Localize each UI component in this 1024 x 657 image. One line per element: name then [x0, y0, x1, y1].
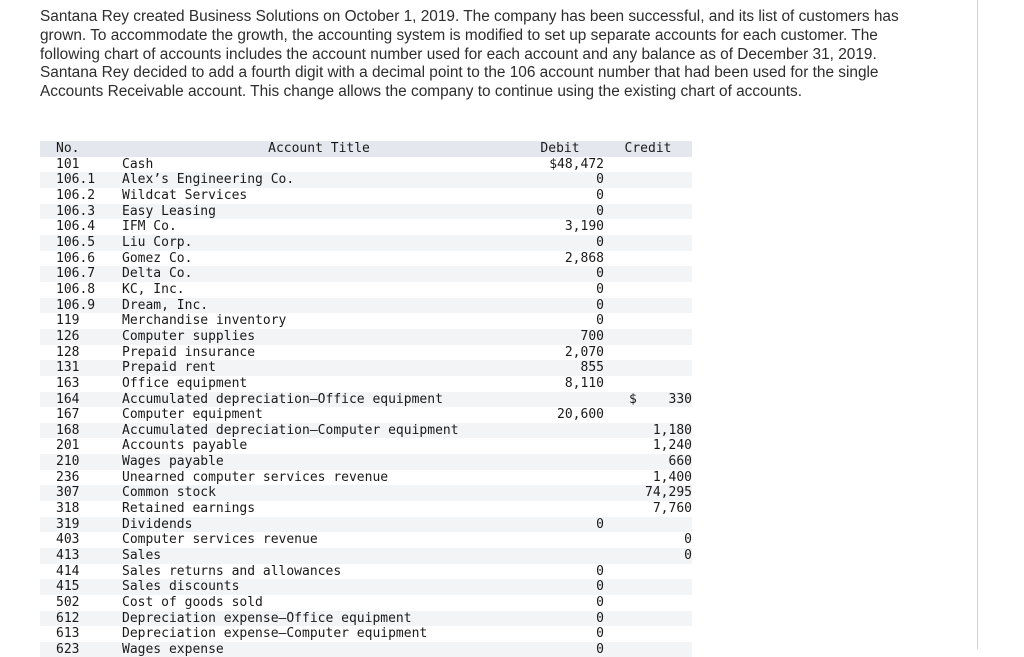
debit-balance: 0 — [596, 516, 604, 532]
credit-balance: 1,240 — [652, 438, 692, 454]
account-number: 413 — [56, 548, 80, 564]
account-title: Prepaid rent — [122, 360, 216, 376]
credit-balance: 330 — [668, 391, 692, 407]
account-title: KC, Inc. — [122, 281, 185, 297]
account-number: 167 — [56, 407, 80, 423]
credit-balance-cell — [604, 376, 692, 392]
table-body — [40, 157, 692, 657]
credit-balance-cell — [604, 313, 692, 329]
account-title: Wages payable — [122, 454, 224, 470]
debit-balance: 0 — [596, 313, 604, 329]
account-title: Accumulated depreciation—Office equipment — [122, 391, 443, 407]
account-number: 106.2 — [56, 187, 96, 203]
credit-balance-cell — [604, 329, 692, 345]
account-number: 168 — [56, 422, 80, 438]
debit-balance — [516, 532, 604, 548]
table-row — [40, 235, 692, 251]
debit-balance: 0 — [596, 626, 604, 642]
credit-balance-cell — [604, 188, 692, 204]
header-account-title: Account Title — [268, 141, 370, 156]
account-title: Computer supplies — [122, 328, 256, 344]
table-row — [40, 298, 692, 314]
account-title: Sales — [122, 548, 162, 564]
table-row — [40, 485, 692, 501]
credit-balance-cell — [604, 345, 692, 361]
account-number: 106.7 — [56, 266, 96, 282]
account-number: 106.8 — [56, 281, 96, 297]
table-row — [40, 266, 692, 282]
credit-balance-cell — [604, 219, 692, 235]
debit-balance: 0 — [596, 187, 604, 203]
account-title: Sales returns and allowances — [122, 563, 342, 579]
debit-balance: 0 — [596, 172, 604, 188]
table-row — [40, 376, 692, 392]
account-number: 612 — [56, 610, 80, 626]
account-title: Depreciation expense—Office equipment — [122, 610, 412, 626]
account-number: 131 — [56, 360, 80, 376]
credit-balance: 1,400 — [652, 469, 692, 485]
table-row — [40, 595, 692, 611]
debit-balance — [516, 470, 604, 486]
debit-balance: 20,600 — [557, 407, 604, 423]
debit-balance: 0 — [596, 266, 604, 282]
table-row — [40, 470, 692, 486]
table-row — [40, 219, 692, 235]
table-row — [40, 329, 692, 345]
credit-balance-cell — [604, 470, 692, 486]
account-number: 163 — [56, 375, 80, 391]
account-title: Dividends — [122, 516, 193, 532]
debit-balance: 0 — [596, 234, 604, 250]
account-number: 502 — [56, 595, 80, 611]
credit-balance-cell — [604, 595, 692, 611]
account-number: 106.6 — [56, 250, 96, 266]
account-title: Accumulated depreciation—Computer equipment — [122, 422, 459, 438]
debit-balance — [516, 548, 604, 564]
table-row — [40, 204, 692, 220]
credit-balance-cell — [604, 423, 692, 439]
table-row — [40, 501, 692, 517]
account-number: 415 — [56, 579, 80, 595]
account-number: 106.3 — [56, 203, 96, 219]
credit-balance-cell — [604, 392, 692, 408]
debit-balance — [516, 438, 604, 454]
credit-balance-cell — [604, 360, 692, 376]
credit-balance-cell — [604, 564, 692, 580]
debit-balance: 2,070 — [564, 344, 604, 360]
account-title: Unearned computer services revenue — [122, 469, 389, 485]
table-row — [40, 360, 692, 376]
table-row — [40, 282, 692, 298]
table-row — [40, 611, 692, 627]
account-title: Liu Corp. — [122, 234, 193, 250]
account-number: 403 — [56, 532, 80, 548]
table-header-row — [40, 141, 692, 157]
account-title: Computer equipment — [122, 407, 263, 423]
credit-balance-cell — [604, 438, 692, 454]
table-row — [40, 188, 692, 204]
table-row — [40, 345, 692, 361]
account-title: Prepaid insurance — [122, 344, 256, 360]
account-number: 126 — [56, 328, 80, 344]
credit-balance-cell — [604, 251, 692, 267]
right-border-rule — [977, 0, 978, 649]
account-number: 307 — [56, 485, 80, 501]
account-number: 164 — [56, 391, 80, 407]
debit-balance: 0 — [596, 281, 604, 297]
account-title: Common stock — [122, 485, 216, 501]
credit-balance: 74,295 — [645, 485, 692, 501]
debit-balance: 700 — [580, 328, 604, 344]
account-number: 319 — [56, 516, 80, 532]
table-row — [40, 454, 692, 470]
account-title: IFM Co. — [122, 219, 177, 235]
credit-balance: 0 — [684, 548, 692, 564]
table-row — [40, 517, 692, 533]
credit-balance-cell — [604, 454, 692, 470]
credit-balance: 1,180 — [652, 422, 692, 438]
table-row — [40, 251, 692, 267]
account-number: 106.1 — [56, 172, 96, 188]
debit-balance: 2,868 — [564, 250, 604, 266]
account-title: Merchandise inventory — [122, 313, 287, 329]
table-row — [40, 532, 692, 548]
table-row — [40, 313, 692, 329]
table-row — [40, 548, 692, 564]
account-number: 201 — [56, 438, 80, 454]
table-row — [40, 407, 692, 423]
debit-balance: 8,110 — [564, 375, 604, 391]
credit-balance-cell — [604, 172, 692, 188]
credit-balance-cell — [604, 235, 692, 251]
credit-balance-cell — [604, 548, 692, 564]
credit-balance-cell — [604, 485, 692, 501]
account-number: 613 — [56, 626, 80, 642]
account-title: Wildcat Services — [122, 187, 248, 203]
account-number: 236 — [56, 469, 80, 485]
credit-balance-cell — [604, 266, 692, 282]
header-credit: Credit — [624, 141, 672, 156]
account-title: Wages expense — [122, 642, 224, 657]
table-row — [40, 642, 692, 657]
header-no: No. — [56, 141, 80, 156]
account-number: 128 — [56, 344, 80, 360]
account-title: Gomez Co. — [122, 250, 193, 266]
debit-balance: $48,472 — [549, 156, 604, 172]
account-number: 101 — [56, 156, 80, 172]
table-row — [40, 423, 692, 439]
account-number: 106.9 — [56, 297, 96, 313]
intro-paragraph: Santana Rey created Business Solutions on October 1, 2019. The company has been successful, and its list of customers has grown. To accommodate the growth, the accounting system is modified to set up separate accounts for each customer. The following chart of accounts includes the account number used for each account and any balance as of December 31, 2019. Santana Rey decided to add a fourth digit with a decimal point to the 106 account number that had been used for the single Accounts Receivable account. This change allows the company to continue using the existing chart of accounts. — [40, 8, 899, 101]
credit-balance-cell — [604, 282, 692, 298]
account-title: Sales discounts — [122, 579, 240, 595]
debit-balance: 855 — [580, 360, 604, 376]
account-number: 106.4 — [56, 219, 96, 235]
table-row — [40, 172, 692, 188]
credit-balance: 660 — [668, 454, 692, 470]
credit-balance: 0 — [684, 532, 692, 548]
account-title: Depreciation expense—Computer equipment — [122, 626, 428, 642]
account-number: 318 — [56, 501, 80, 517]
account-title: Cash — [122, 156, 154, 172]
credit-balance: 7,760 — [652, 501, 692, 517]
debit-balance — [516, 392, 604, 408]
credit-balance-cell — [604, 642, 692, 657]
table-row — [40, 438, 692, 454]
account-title: Retained earnings — [122, 501, 256, 517]
account-number: 414 — [56, 563, 80, 579]
credit-balance-cell — [604, 157, 692, 173]
account-title: Dream, Inc. — [122, 297, 209, 313]
credit-balance-cell — [604, 204, 692, 220]
header-debit: Debit — [540, 141, 580, 156]
debit-balance: 0 — [596, 203, 604, 219]
account-title: Alex’s Engineering Co. — [122, 172, 295, 188]
account-number: 210 — [56, 454, 80, 470]
table-row — [40, 392, 692, 408]
credit-balance-cell — [604, 517, 692, 533]
credit-balance-cell — [604, 501, 692, 517]
credit-balance-cell — [604, 611, 692, 627]
debit-balance — [516, 501, 604, 517]
credit-balance-cell — [604, 298, 692, 314]
credit-balance-cell — [604, 532, 692, 548]
table-row — [40, 626, 692, 642]
debit-balance: 0 — [596, 610, 604, 626]
account-number: 623 — [56, 642, 80, 657]
table-row — [40, 579, 692, 595]
debit-balance — [516, 485, 604, 501]
account-title: Computer services revenue — [122, 532, 318, 548]
debit-balance — [516, 423, 604, 439]
debit-balance: 0 — [596, 297, 604, 313]
table-row — [40, 157, 692, 173]
debit-balance: 3,190 — [564, 219, 604, 235]
currency-symbol: $ — [629, 391, 637, 407]
account-number: 119 — [56, 313, 80, 329]
account-title: Accounts payable — [122, 438, 248, 454]
debit-balance: 0 — [596, 595, 604, 611]
account-title: Delta Co. — [122, 266, 193, 282]
account-title: Cost of goods sold — [122, 595, 263, 611]
debit-balance: 0 — [596, 563, 604, 579]
chart-of-accounts-table — [40, 141, 692, 657]
account-title: Office equipment — [122, 375, 248, 391]
credit-balance-cell — [604, 579, 692, 595]
debit-balance: 0 — [596, 579, 604, 595]
account-title: Easy Leasing — [122, 203, 216, 219]
debit-balance — [516, 454, 604, 470]
debit-balance: 0 — [596, 642, 604, 657]
table-row — [40, 564, 692, 580]
credit-balance-cell — [604, 626, 692, 642]
credit-balance-cell — [604, 407, 692, 423]
account-number: 106.5 — [56, 234, 96, 250]
